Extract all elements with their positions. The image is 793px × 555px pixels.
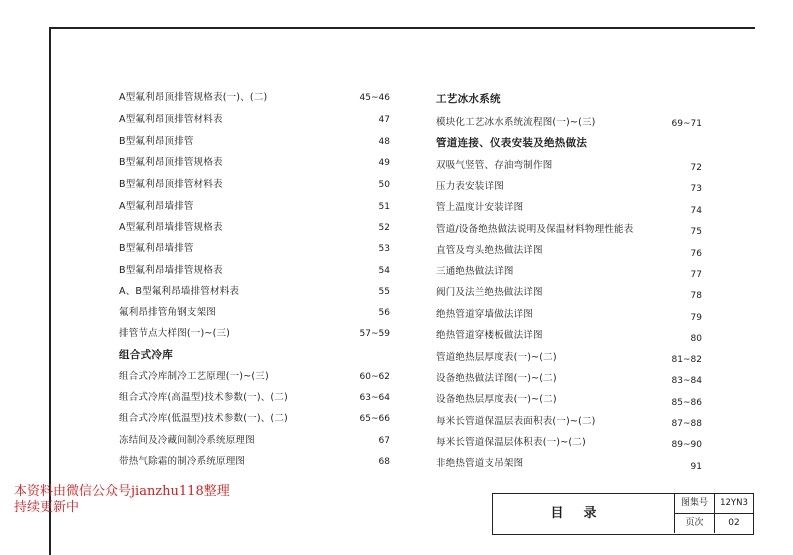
toc-entry-page: 77: [690, 270, 702, 280]
toc-entry-title: 管上温度计安装详图: [436, 202, 524, 213]
page-number-label: 页次: [675, 514, 715, 533]
section-heading: 管道连接、仪表安装及绝热做法: [436, 137, 588, 149]
toc-entry-title: B型氟利昂顶排管: [119, 136, 194, 147]
section-heading: 工艺冰水系统: [436, 93, 501, 105]
toc-entry-page: 80: [690, 334, 702, 344]
toc-entry-page: 60~62: [359, 372, 390, 382]
toc-entry-page: 76: [690, 249, 702, 259]
atlas-number-value: 12YN3: [715, 494, 753, 514]
toc-entry-page: 89~90: [671, 440, 702, 450]
toc-entry-page: 87~88: [671, 419, 702, 429]
toc-entry-page: 51: [378, 202, 390, 212]
toc-entry-page: 85~86: [671, 398, 702, 408]
toc-entry-page: 56: [378, 308, 390, 318]
toc-entry-page: 75: [690, 227, 702, 237]
toc-entry-title: 绝热管道穿墙做法详图: [436, 309, 534, 320]
toc-entry-page: 63~64: [359, 393, 390, 403]
atlas-number-label: 图集号: [675, 494, 715, 514]
toc-entry-title: 组合式冷库(低温型)技术参数(一)、(二): [119, 413, 288, 424]
toc-entry-page: 49: [378, 158, 390, 168]
toc-entry-page: 57~59: [359, 329, 390, 339]
toc-entry-title: 氟利昂排管角钢支架图: [119, 307, 217, 318]
toc-entry-title: 管道/设备绝热做法说明及保温材料物理性能表: [436, 224, 634, 235]
toc-entry-page: 45~46: [359, 93, 390, 103]
title-block: [492, 493, 754, 535]
toc-entry-title: A型氟利昂顶排管规格表(一)、(二): [119, 92, 268, 103]
toc-entry-title: B型氟利昂顶排管材料表: [119, 179, 223, 190]
toc-entry-page: 72: [690, 163, 702, 173]
toc-entry-title: 排管节点大样图(一)~(三): [119, 328, 231, 339]
toc-entry-page: 55: [378, 287, 390, 297]
toc-entry-title: 压力表安装详图: [436, 181, 504, 192]
toc-entry-title: 三通绝热做法详图: [436, 266, 514, 277]
toc-entry-title: B型氟利昂顶排管规格表: [119, 157, 223, 168]
toc-entry-title: 每米长管道保温层体积表(一)~(二): [436, 437, 586, 448]
toc-entry-title: 带热气除霜的制冷系统原理图: [119, 456, 246, 467]
toc-entry-title: 设备绝热做法详图(一)~(二): [436, 373, 557, 384]
document-title: 目录: [493, 494, 675, 533]
toc-entry-title: 管道绝热层厚度表(一)~(二): [436, 352, 557, 363]
toc-entry-title: 组合式冷库(高温型)技术参数(一)、(二): [119, 392, 288, 403]
toc-entry-page: 50: [378, 180, 390, 190]
toc-entry-page: 48: [378, 137, 390, 147]
watermark-line-1: 本资料由微信公众号jianzhu118整理: [14, 484, 230, 499]
toc-entry-title: 模块化工艺冰水系统流程图(一)~(三): [436, 117, 596, 128]
toc-entry-page: 81~82: [671, 355, 702, 365]
toc-entry-title: 双吸气竖管、存油弯制作图: [436, 160, 553, 171]
watermark-line-2: 持续更新中: [14, 500, 80, 515]
toc-entry-page: 74: [690, 206, 702, 216]
toc-entry-title: A型氟利昂墙排管规格表: [119, 222, 223, 233]
toc-entry-title: B型氟利昂墙排管: [119, 243, 194, 254]
toc-entry-title: B型氟利昂墙排管规格表: [119, 265, 223, 276]
toc-entry-title: 直管及弯头绝热做法详图: [436, 245, 543, 256]
toc-entry-title: 冻结间及冷藏间制冷系统原理图: [119, 435, 255, 446]
toc-entry-title: 阀门及法兰绝热做法详图: [436, 287, 543, 298]
toc-entry-page: 79: [690, 313, 702, 323]
page-number-value: 02: [728, 518, 740, 528]
toc-entry-title: A、B型氟利昂墙排管材料表: [119, 286, 240, 297]
toc-entry-page: 47: [378, 115, 390, 125]
toc-entry-title: 组合式冷库制冷工艺原理(一)~(三): [119, 371, 269, 382]
toc-entry-page: 68: [378, 457, 390, 467]
toc-entry-page: 52: [378, 223, 390, 233]
toc-entry-title: 非绝热管道支吊架图: [436, 458, 524, 469]
section-heading: 组合式冷库: [119, 349, 173, 361]
toc-entry-page: 83~84: [671, 376, 702, 386]
toc-entry-page: 78: [690, 291, 702, 301]
toc-entry-title: A型氟利昂顶排管材料表: [119, 114, 223, 125]
toc-entry-page: 67: [378, 436, 390, 446]
toc-entry-page: 91: [690, 462, 702, 472]
toc-entry-page: 69~71: [671, 119, 702, 129]
toc-entry-title: A型氟利昂墙排管: [119, 201, 194, 212]
toc-entry-title: 设备绝热层厚度表(一)~(二): [436, 394, 557, 405]
toc-entry-page: 73: [690, 184, 702, 194]
toc-entry-page: 65~66: [359, 414, 390, 424]
toc-entry-title: 每米长管道保温层表面积表(一)~(二): [436, 416, 596, 427]
toc-entry-title: 绝热管道穿楼板做法详图: [436, 330, 543, 341]
toc-entry-page: 53: [378, 244, 390, 254]
toc-entry-page: 54: [378, 266, 390, 276]
